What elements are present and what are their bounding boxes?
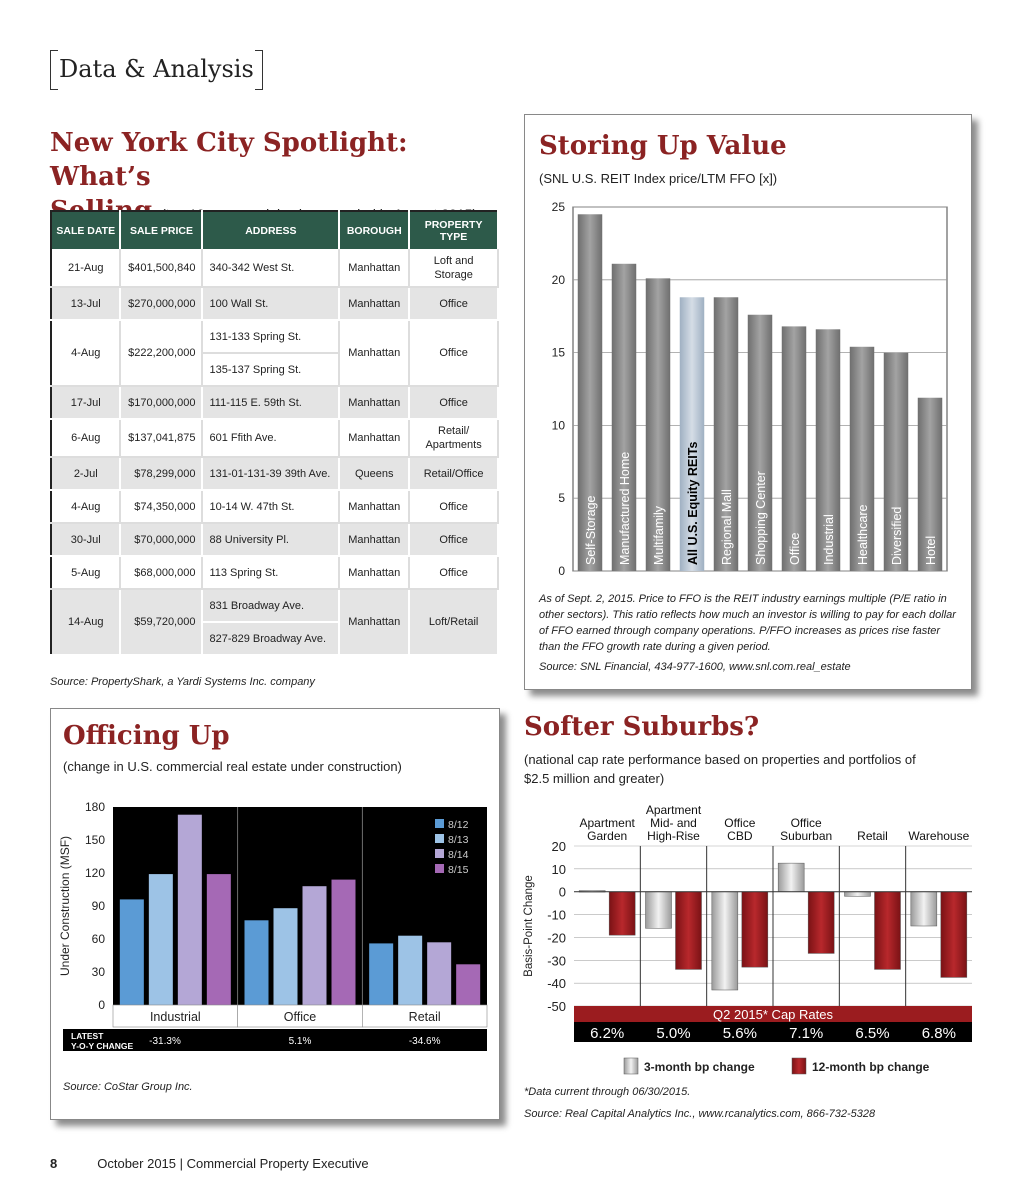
table-cell-date: 4-Aug [51, 320, 120, 386]
officing-chart [51, 793, 499, 1057]
bar-office-cbd-s1 [742, 892, 768, 967]
category-label: Office [790, 816, 822, 830]
table-cell-price: $74,350,000 [120, 490, 202, 523]
page-number: 8 [50, 1156, 58, 1171]
table-cell-date: 13-Jul [51, 287, 120, 320]
bar-warehouse-s0 [911, 892, 937, 926]
y-axis-label: Under Construction (MSF) [58, 835, 72, 977]
category-label: Retail [857, 829, 888, 843]
bar-label: Office [788, 532, 802, 565]
legend-swatch [435, 849, 444, 858]
table-cell-date: 21-Aug [51, 249, 120, 287]
table-cell-type: Office [409, 556, 498, 589]
bar-label: Diversified [890, 506, 904, 565]
bar-office-8-12 [245, 920, 269, 1005]
suburbs-subtitle-line2: $2.5 million and greater) [524, 771, 665, 786]
y-tick-label: -40 [547, 976, 566, 992]
storing-subtitle: (SNL U.S. REIT Index price/LTM FFO [x]) [539, 171, 778, 186]
y-tick-label: 20 [551, 272, 565, 287]
bar-label: Self-Storage [584, 495, 598, 565]
bar-retail-8-13 [398, 936, 422, 1005]
storing-note: As of Sept. 2, 2015. Price to FFO is the REIT industry earnings multiple (P/E ratio in other sectors). This ratio reflects how much an investor is willing to pay for each dollar of FFO earned through company operations. P/FFO increases as prices rise faster than the FFO growth rate during a given period. [539, 593, 956, 653]
bar-label: Multifamily [652, 505, 666, 565]
table-cell-type: Office [409, 287, 498, 320]
table-cell-borough: Manhattan [339, 523, 409, 556]
table-cell-price: $70,000,000 [120, 523, 202, 556]
bar-office-cbd-s0 [712, 892, 738, 990]
bar-retail-s0 [845, 892, 871, 897]
bar-label: Healthcare [856, 504, 870, 565]
table-cell-address: 131-01-131-39 39th Ave. [202, 457, 339, 490]
storing-panel [524, 114, 972, 690]
bar-office-suburban-s1 [808, 892, 834, 954]
category-label: Apartment [645, 803, 702, 817]
bar-apartment-garden-s1 [609, 892, 635, 935]
legend-swatch [624, 1058, 638, 1074]
y-tick-label: 10 [551, 861, 566, 877]
bar-industrial-8-12 [120, 899, 144, 1005]
table-header-cell: PROPERTY TYPE [409, 211, 498, 249]
table-cell-price: $137,041,875 [120, 419, 202, 457]
y-axis-label: Basis-Point Change [523, 875, 535, 977]
y-tick-label: 60 [91, 932, 105, 946]
suburbs-subtitle-line1: (national cap rate performance based on properties and portfolios of [524, 752, 916, 767]
latest-label: LATEST [71, 1031, 104, 1041]
table-cell-date: 14-Aug [51, 589, 120, 655]
bar-industrial-8-15 [207, 874, 231, 1005]
section-label: Data & Analysis [50, 50, 263, 90]
storing-chart [525, 197, 971, 587]
bar-label: Regional Mall [720, 489, 734, 565]
y-tick-label: 0 [558, 564, 565, 578]
table-row [51, 386, 498, 419]
latest-value: 5.1% [288, 1036, 312, 1047]
category-label: High-Rise [647, 829, 700, 843]
table-cell-address: 113 Spring St. [202, 556, 339, 589]
x-tick-label: Retail [408, 1010, 441, 1024]
table-cell-price: $401,500,840 [120, 249, 202, 287]
table-cell-date: 30-Jul [51, 523, 120, 556]
officing-subtitle: (change in U.S. commercial real estate under construction) [63, 759, 402, 774]
legend-label: 8/13 [448, 834, 469, 846]
table-cell-type: Loft and Storage [409, 249, 498, 287]
legend-swatch [435, 819, 444, 828]
table-cell-address: 111-115 E. 59th St. [202, 386, 339, 419]
footer-text: October 2015 | Commercial Property Executive [97, 1156, 369, 1171]
table-cell-type: Office [409, 320, 498, 386]
legend-label: 8/14 [448, 849, 469, 861]
table-cell-type: Retail/Office [409, 457, 498, 490]
latest-label: Y-O-Y CHANGE [71, 1041, 134, 1051]
cap-rate-value: 6.2% [590, 1025, 625, 1042]
cap-rate-value: 6.5% [855, 1025, 890, 1042]
table-header-cell: ADDRESS [202, 211, 339, 249]
bar-office-8-13 [274, 908, 298, 1005]
bar-retail-8-12 [369, 943, 393, 1005]
suburbs-footnote: *Data current through 06/30/2015. [524, 1086, 691, 1098]
y-tick-label: 15 [551, 345, 565, 360]
table-cell-date: 17-Jul [51, 386, 120, 419]
table-cell-borough: Manhattan [339, 490, 409, 523]
nyc-source: Source: PropertyShark, a Yardi Systems Inc. company [50, 676, 315, 688]
table-row [51, 556, 498, 589]
table-cell-date: 5-Aug [51, 556, 120, 589]
officing-source: Source: CoStar Group Inc. [63, 1081, 193, 1093]
latest-value: -31.3% [149, 1036, 181, 1047]
bar-industrial-8-14 [178, 815, 202, 1005]
table-row [51, 320, 498, 353]
bar-retail-s1 [875, 892, 901, 970]
bar-industrial-8-13 [149, 874, 173, 1005]
table-cell-type: Loft/Retail [409, 589, 498, 655]
officing-title: Officing Up [63, 721, 230, 751]
category-label: Apartment [579, 816, 635, 830]
bar-label: Hotel [924, 535, 938, 565]
table-row [51, 589, 498, 622]
legend-label: 8/12 [448, 819, 469, 831]
cap-rates-bar [574, 1022, 972, 1042]
nyc-sales-table [50, 210, 499, 656]
cap-rate-value: 5.0% [656, 1025, 691, 1042]
cap-rate-value: 7.1% [789, 1025, 824, 1042]
table-cell-borough: Manhattan [339, 589, 409, 655]
category-label: Suburban [780, 829, 833, 843]
x-tick-label: Industrial [149, 1010, 201, 1024]
legend-label: 3-month bp change [644, 1060, 755, 1074]
page-footer [50, 1156, 369, 1171]
table-cell-price: $59,720,000 [120, 589, 202, 655]
table-cell-address: 88 University Pl. [202, 523, 339, 556]
legend-swatch [792, 1058, 806, 1074]
table-cell-borough: Manhattan [339, 249, 409, 287]
table-cell-price: $170,000,000 [120, 386, 202, 419]
legend-label: 8/15 [448, 864, 469, 876]
table-cell-borough: Manhattan [339, 419, 409, 457]
y-tick-label: 120 [84, 866, 105, 880]
table-header-cell: SALE DATE [51, 211, 120, 249]
bar-retail-8-15 [456, 964, 480, 1005]
category-label: CBD [727, 829, 753, 843]
table-cell-address: 601 Ffith Ave. [202, 419, 339, 457]
category-label: Garden [587, 829, 628, 843]
y-tick-label: -20 [547, 930, 566, 946]
officing-panel [50, 708, 500, 1120]
table-cell-address: 131-133 Spring St. [202, 320, 339, 353]
y-tick-label: 90 [91, 899, 105, 913]
table-cell-borough: Manhattan [339, 287, 409, 320]
table-cell-type: Office [409, 386, 498, 419]
table-cell-address: 10-14 W. 47th St. [202, 490, 339, 523]
bar-office-suburban-s0 [778, 863, 804, 892]
table-cell-price: $68,000,000 [120, 556, 202, 589]
bar-retail-8-14 [427, 942, 451, 1005]
cap-rate-value: 6.8% [921, 1025, 956, 1042]
table-cell-borough: Queens [339, 457, 409, 490]
bar-apartment-mid-and-high-rise-s1 [676, 892, 702, 970]
y-tick-label: 5 [558, 491, 565, 506]
table-cell-date: 4-Aug [51, 490, 120, 523]
table-cell-address: 100 Wall St. [202, 287, 339, 320]
table-row [51, 249, 498, 287]
table-cell-price: $78,299,000 [120, 457, 202, 490]
y-tick-label: 0 [98, 998, 105, 1012]
table-row [51, 457, 498, 490]
table-cell-borough: Manhattan [339, 320, 409, 386]
bar-label: Industrial [822, 514, 836, 565]
table-cell-borough: Manhattan [339, 556, 409, 589]
suburbs-source: Source: Real Capital Analytics Inc., www.rcanalytics.com, 866-732-5328 [524, 1108, 876, 1120]
y-tick-label: 30 [91, 965, 105, 979]
table-row [51, 490, 498, 523]
storing-title: Storing Up Value [539, 131, 787, 161]
y-tick-label: 150 [84, 833, 105, 847]
legend-swatch [435, 864, 444, 873]
bar-warehouse-s1 [941, 892, 967, 978]
suburbs-subtitle [524, 750, 916, 788]
cap-rate-value: 5.6% [722, 1025, 757, 1042]
table-header-cell: SALE PRICE [120, 211, 202, 249]
table-row [51, 419, 498, 457]
y-tick-label: -10 [547, 907, 566, 923]
table-cell-borough: Manhattan [339, 386, 409, 419]
category-label: Warehouse [908, 829, 970, 843]
table-row [51, 287, 498, 320]
y-tick-label: 0 [558, 884, 566, 900]
latest-value: -34.6% [408, 1036, 441, 1047]
table-cell-price: $222,200,000 [120, 320, 202, 386]
table-cell-date: 6-Aug [51, 419, 120, 457]
nyc-title-line1: New York City Spotlight: What’s [50, 128, 408, 192]
bar-label: Shopping Center [754, 471, 768, 565]
bar-label: All U.S. Equity REITs [686, 441, 700, 565]
y-tick-label: 180 [84, 800, 105, 814]
suburbs-chart [520, 790, 980, 1080]
y-tick-label: 25 [551, 200, 565, 214]
table-cell-address: 340-342 West St. [202, 249, 339, 287]
cap-rates-label: Q2 2015* Cap Rates [713, 1007, 833, 1022]
legend-label: 12-month bp change [812, 1060, 930, 1074]
bar-apartment-mid-and-high-rise-s0 [646, 892, 672, 929]
table-cell-type: Retail/ Apartments [409, 419, 498, 457]
legend-swatch [435, 834, 444, 843]
table-row [51, 523, 498, 556]
bar-office-8-14 [303, 886, 327, 1005]
table-cell-address: 135-137 Spring St. [202, 353, 339, 386]
table-header-cell: BOROUGH [339, 211, 409, 249]
x-tick-label: Office [283, 1010, 317, 1024]
table-cell-type: Office [409, 490, 498, 523]
table-cell-date: 2-Jul [51, 457, 120, 490]
table-cell-type: Office [409, 523, 498, 556]
y-tick-label: -50 [547, 999, 566, 1014]
category-label: Office [724, 816, 756, 830]
y-tick-label: -30 [547, 953, 566, 969]
y-tick-label: 10 [551, 418, 565, 433]
bar-label: Manufactured Home [618, 451, 632, 565]
table-cell-address: 831 Broadway Ave. [202, 589, 339, 622]
storing-source: Source: SNL Financial, 434-977-1600, www.snl.com.real_estate [539, 661, 851, 673]
y-tick-label: 20 [551, 839, 566, 854]
table-cell-price: $270,000,000 [120, 287, 202, 320]
table-cell-address: 827-829 Broadway Ave. [202, 622, 339, 655]
suburbs-title: Softer Suburbs? [524, 712, 760, 742]
category-label: Mid- and [650, 816, 697, 830]
bar-office-8-15 [332, 880, 356, 1005]
